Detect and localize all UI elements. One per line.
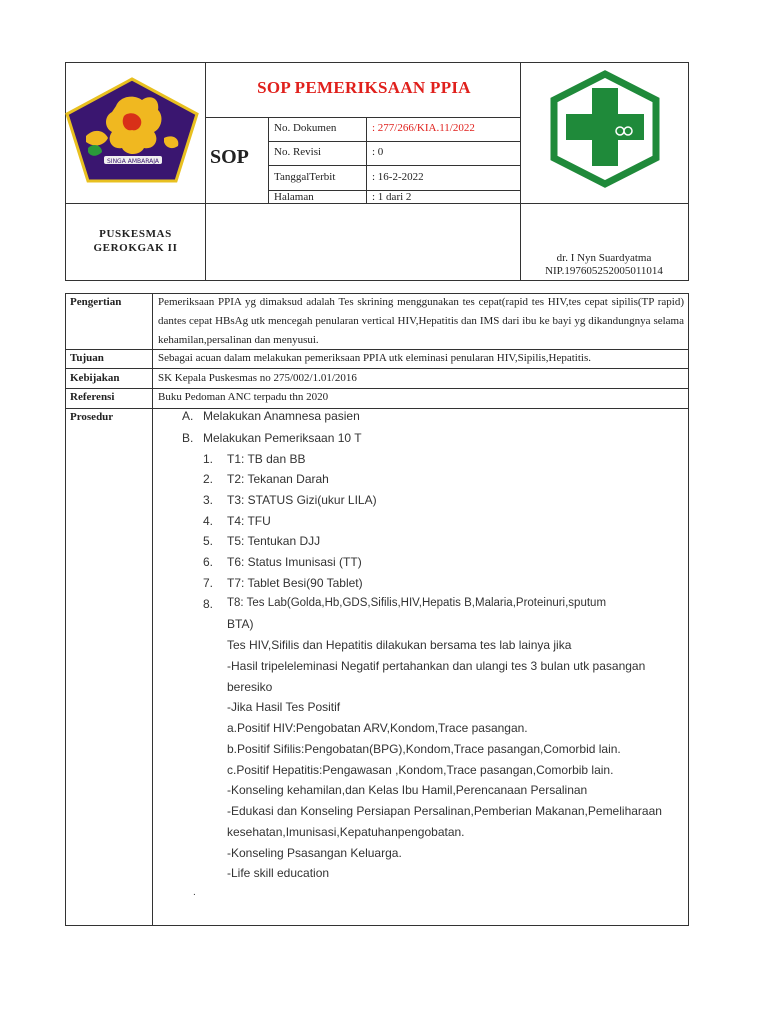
row-label-prosedur: Prosedur [70, 411, 114, 423]
procedure-line: kesehatan,Imunisasi,Kepatuhanpengobatan. [227, 825, 465, 839]
procedure-line: c.Positif Hepatitis:Pengawasan ,Kondom,Trace pasangan,Comorbib lain. [227, 763, 614, 777]
procedure-line: -Edukasi dan Konseling Persiapan Persalinan,Pemberian Makanan,Pemeliharaan [227, 804, 662, 818]
item-number: 8. [203, 597, 214, 611]
procedure-line: -Hasil tripeleleminasi Negatif pertahankan dan ulangi tes 3 bulan utk pasangan [227, 659, 646, 673]
regency-logo [64, 76, 200, 184]
item-text: T3: STATUS Gizi(ukur LILA) [227, 493, 377, 507]
procedure-line: a.Positif HIV:Pengobatan ARV,Kondom,Trace pasangan. [227, 721, 528, 735]
meta-value: : 0 [372, 146, 384, 158]
item-text: T6: Status Imunisasi (TT) [227, 555, 362, 569]
institution-line: PUSKESMAS [99, 228, 172, 240]
procedure-line: Tes HIV,Sifilis dan Hepatitis dilakukan bersama tes lab lainya jika [227, 638, 572, 652]
meta-label: No. Revisi [274, 146, 322, 158]
meta-label: TanggalTerbit [274, 171, 336, 183]
referensi-text: Buku Pedoman ANC terpadu thn 2020 [158, 391, 329, 403]
item-number: 6. [203, 555, 214, 569]
header-divider [65, 203, 689, 204]
pengertian-text: Pemeriksaan PPIA yg dimaksud adalah Tes skrining menggunakan tes cepat(rapid tes HIV,tes cepat sipilis(TP rapid) dantes cepat HBsAg utk mencegah penularan vertical HIV,Hepatitis dan IMS dari ibu ke bayi yg dikandungnya selama kehamilan,persalinan dan menyusui. [158, 296, 684, 346]
item-text: T8: Tes Lab(Golda,Hb,GDS,Sifilis,HIV,Hepatis B,Malaria,Proteinuri,sputum [227, 597, 607, 609]
item-number: 7. [203, 576, 214, 590]
signatory-name: dr. I Nyn Suardyatma [556, 252, 652, 264]
procedure-line: b.Positif Sifilis:Pengobatan(BPG),Kondom,Trace pasangan,Comorbid lain. [227, 742, 621, 756]
meta-divider [268, 165, 521, 166]
item-number: 4. [203, 514, 214, 528]
row-label-pengertian: Pengertian [70, 296, 122, 308]
item-text: T4: TFU [227, 514, 271, 528]
item-number: 5. [203, 534, 214, 548]
item-number: 1. [203, 452, 214, 466]
item-text: T1: TB dan BB [227, 452, 306, 466]
procedure-line: BTA) [227, 617, 254, 631]
item-text: T2: Tekanan Darah [227, 472, 329, 486]
row-label-referensi: Referensi [70, 391, 115, 403]
step-marker: A. [182, 409, 194, 423]
table-divider [65, 408, 689, 409]
item-text: T7: Tablet Besi(90 Tablet) [227, 576, 363, 590]
procedure-line: -Life skill education [227, 866, 330, 880]
item-text: T5: Tentukan DJJ [227, 534, 321, 548]
meta-value: : 1 dari 2 [372, 191, 412, 203]
procedure-line: -Konseling kehamilan,dan Kelas Ibu Hamil,Perencanaan Persalinan [227, 783, 588, 797]
meta-value: : 16-2-2022 [372, 171, 424, 183]
meta-divider [268, 141, 521, 142]
kebijakan-text: SK Kepala Puskesmas no 275/002/1.01/2016 [158, 372, 357, 384]
row-label-tujuan: Tujuan [70, 352, 104, 364]
step-text: Melakukan Anamnesa pasien [203, 409, 360, 423]
trailing-dot: . [193, 887, 196, 898]
signatory [520, 252, 688, 278]
meta-label: Halaman [274, 191, 314, 203]
header-divider [205, 117, 521, 118]
procedure-line: -Konseling Psasangan Keluarga. [227, 846, 402, 860]
item-number: 3. [203, 493, 214, 507]
meta-value: : 277/266/KIA.11/2022 [372, 122, 475, 134]
institution-line: GEROKGAK II [93, 242, 178, 254]
tujuan-text: Sebagai acuan dalam melakukan pemeriksaan PPIA utk eleminasi penularan HIV,Sipilis,Hepatitis. [158, 352, 591, 364]
row-label-kebijakan: Kebijakan [70, 372, 120, 384]
logo-caption: SINGA AMBARAJA [106, 158, 160, 165]
sop-label: SOP [210, 146, 249, 168]
meta-label: No. Dokumen [274, 122, 337, 134]
step-marker: B. [182, 431, 194, 445]
signatory-nip: NIP.197605252005011014 [545, 265, 663, 277]
step-text: Melakukan Pemeriksaan 10 T [203, 431, 362, 445]
procedure-line: beresiko [227, 680, 273, 694]
item-number: 2. [203, 472, 214, 486]
document-title: SOP PEMERIKSAAN PPIA [257, 78, 471, 97]
puskesmas-logo [548, 70, 662, 188]
institution-name [66, 227, 205, 255]
procedure-line: -Jika Hasil Tes Positif [227, 700, 341, 714]
